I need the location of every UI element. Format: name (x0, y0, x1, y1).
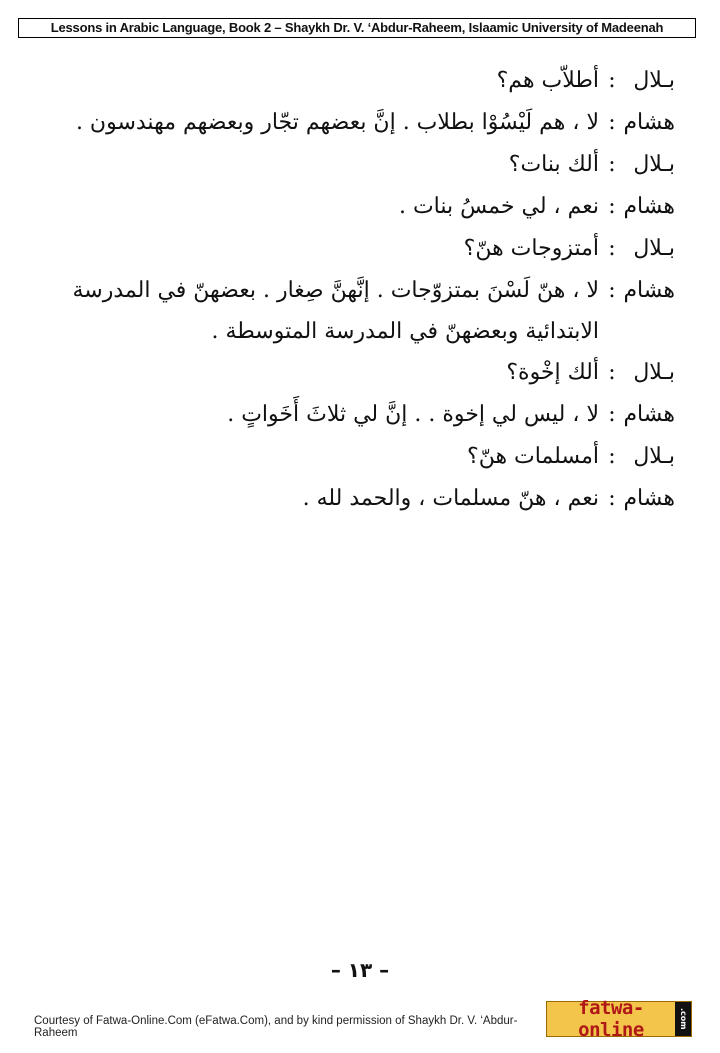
page-number: – ١٣ – (330, 958, 390, 982)
utterance: لا ، هنّ لَسْنَ بمتزوّجات . إنَّهنَّ صِغار . بعضهنّ في المدرسة (72, 278, 599, 303)
speaker-name: هشام (623, 278, 675, 303)
speaker-name: بـلال (633, 360, 675, 385)
speaker-name: بـلال (633, 152, 675, 177)
dialogue-line (60, 352, 675, 394)
speaker-colon: : (608, 152, 616, 177)
dialogue-line (60, 102, 675, 144)
speaker-name: هشام (623, 402, 675, 427)
utterance: أطلاّب هم؟ (496, 68, 599, 93)
utterance-continuation: الابتدائية وبعضهنّ في المدرسة المتوسطة . (211, 319, 599, 344)
speaker-colon: : (608, 68, 616, 93)
utterance: ألك إخْوة؟ (506, 360, 599, 385)
speaker-colon: : (608, 360, 616, 385)
speaker-name: هشام (623, 110, 675, 135)
fatwa-online-logo[interactable] (546, 997, 692, 1041)
dialogue-line (60, 436, 675, 478)
utterance: ألك بنات؟ (508, 152, 599, 177)
dialogue-line (60, 144, 675, 186)
speaker-name: بـلال (633, 68, 675, 93)
page-header (18, 18, 696, 38)
header-title: Lessons in Arabic Language, Book 2 – Shaykh Dr. V. ‘Abdur-Raheem, Islaamic University of Madeenah (50, 20, 664, 35)
speaker-name: بـلال (633, 444, 675, 469)
speaker-colon: : (608, 402, 616, 427)
footer-courtesy: Courtesy of Fatwa-Online.Com (eFatwa.Com), and by kind permission of Shaykh Dr. V. ‘Abdur-Raheem (34, 1015, 518, 1039)
dialogue-line (60, 478, 675, 520)
speaker-name: هشام (623, 194, 675, 219)
dialogue-line (60, 270, 675, 312)
utterance: نعم ، هنّ مسلمات ، والحمد لله . (302, 486, 599, 511)
logo-text: fatwa-online (578, 997, 644, 1041)
speaker-colon: : (608, 444, 616, 469)
speaker-colon: : (608, 486, 616, 511)
speaker-colon: : (608, 110, 616, 135)
dialogue (60, 60, 675, 520)
utterance: نعم ، لي خمسُ بنات . (398, 194, 599, 219)
dialogue-line (60, 60, 675, 102)
utterance: أمسلمات هنّ؟ (467, 444, 599, 469)
speaker-name: بـلال (633, 236, 675, 261)
dialogue-line (60, 186, 675, 228)
speaker-name: هشام (623, 486, 675, 511)
dialogue-line (60, 228, 675, 270)
speaker-colon: : (608, 278, 616, 303)
logo-tld: .com (675, 1002, 691, 1036)
speaker-colon: : (608, 194, 616, 219)
utterance: لا ، هم لَيْسُوْا بطلاب . إنَّ بعضهم تجّار وبعضهم مهندسون . (75, 110, 599, 135)
dialogue-line (60, 394, 675, 436)
utterance: أمتزوجات هنّ؟ (463, 236, 599, 261)
speaker-colon: : (608, 236, 616, 261)
utterance: لا ، ليس لي إخوة . . إنَّ لي ثلاثَ أَخَواتٍ . (227, 402, 599, 427)
